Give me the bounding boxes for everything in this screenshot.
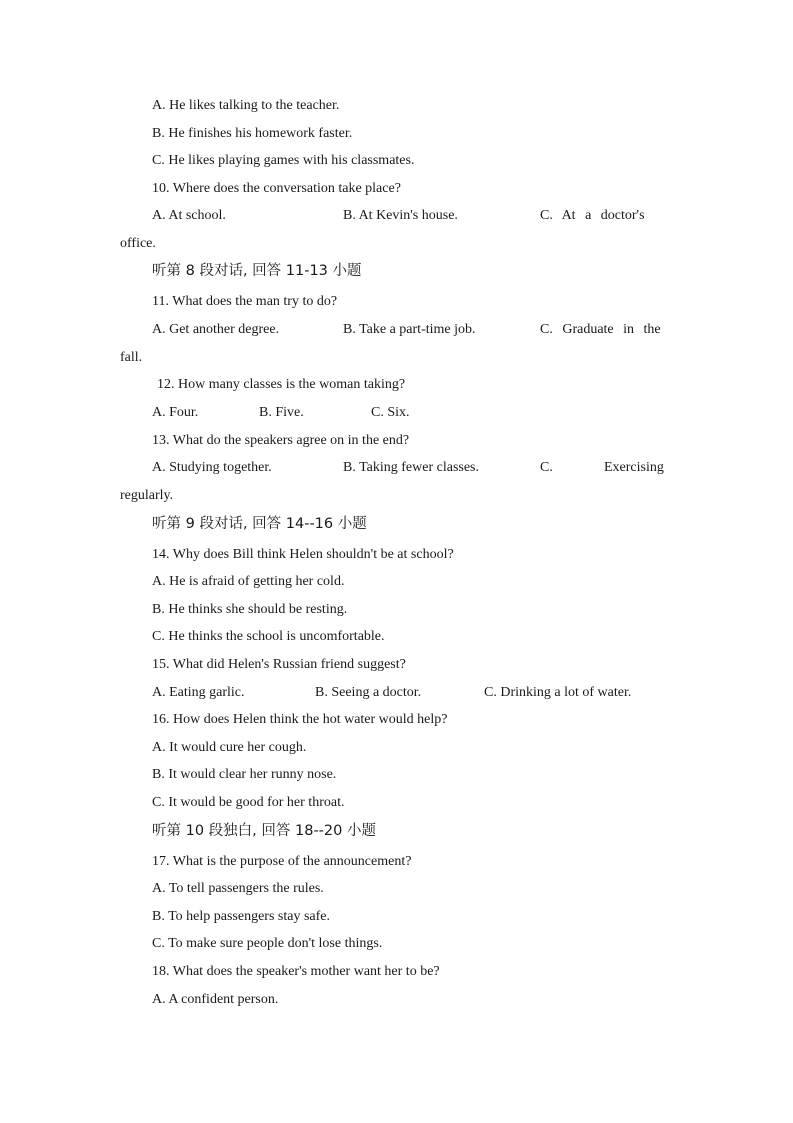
q11-option-c-cont: fall.	[120, 350, 143, 365]
question-13: 13. What do the speakers agree on in the end?	[152, 433, 410, 448]
question-10: 10. Where does the conversation take place?	[152, 181, 401, 196]
question-12: 12. How many classes is the woman taking?	[157, 377, 406, 392]
q10-option-b: B. At Kevin's house.	[343, 208, 458, 223]
q13-option-a: A. Studying together.	[152, 460, 272, 475]
question-16: 16. How does Helen think the hot water would help?	[152, 712, 448, 727]
question-15: 15. What did Helen's Russian friend suggest?	[152, 657, 406, 672]
q14-option-c: C. He thinks the school is uncomfortable.	[152, 629, 385, 644]
q11-option-a: A. Get another degree.	[152, 322, 280, 337]
q11-option-c: C. Graduate in the	[540, 322, 661, 337]
q9-option-a: A. He likes talking to the teacher.	[152, 98, 340, 113]
q17-option-c: C. To make sure people don't lose things.	[152, 936, 383, 951]
q15-option-a: A. Eating garlic.	[152, 685, 245, 700]
question-14: 14. Why does Bill think Helen shouldn't be at school?	[152, 547, 454, 562]
q18-option-a: A. A confident person.	[152, 992, 279, 1007]
q14-option-a: A. He is afraid of getting her cold.	[152, 574, 345, 589]
q13-option-c-word: Exercising	[604, 460, 664, 475]
q13-option-b: B. Taking fewer classes.	[343, 460, 480, 475]
q12-option-a: A. Four.	[152, 405, 199, 420]
q16-option-b: B. It would clear her runny nose.	[152, 767, 337, 782]
q13-option-c: C.	[540, 460, 553, 475]
q10-option-c-cont: office.	[120, 236, 156, 251]
q9-option-c: C. He likes playing games with his classmates.	[152, 153, 415, 168]
q17-option-b: B. To help passengers stay safe.	[152, 909, 331, 924]
q15-option-c: C. Drinking a lot of water.	[484, 685, 632, 700]
q14-option-b: B. He thinks she should be resting.	[152, 602, 348, 617]
q12-option-b: B. Five.	[259, 405, 304, 420]
q10-option-c: C. At a doctor's	[540, 208, 645, 223]
question-18: 18. What does the speaker's mother want her to be?	[152, 964, 440, 979]
q9-option-b: B. He finishes his homework faster.	[152, 126, 353, 141]
q10-option-a: A. At school.	[152, 208, 226, 223]
section-heading-10: 听第 10 段独白, 回答 18--20 小题	[152, 823, 376, 839]
q11-option-b: B. Take a part-time job.	[343, 322, 476, 337]
q15-option-b: B. Seeing a doctor.	[315, 685, 422, 700]
q16-option-c: C. It would be good for her throat.	[152, 795, 345, 810]
section-heading-9: 听第 9 段对话, 回答 14--16 小题	[152, 516, 367, 532]
q16-option-a: A. It would cure her cough.	[152, 740, 307, 755]
q17-option-a: A. To tell passengers the rules.	[152, 881, 324, 896]
question-17: 17. What is the purpose of the announcement?	[152, 854, 412, 869]
section-heading-8: 听第 8 段对话, 回答 11-13 小题	[152, 263, 362, 279]
question-11: 11. What does the man try to do?	[152, 294, 338, 309]
q13-option-c-cont: regularly.	[120, 488, 174, 503]
q12-option-c: C. Six.	[371, 405, 410, 420]
